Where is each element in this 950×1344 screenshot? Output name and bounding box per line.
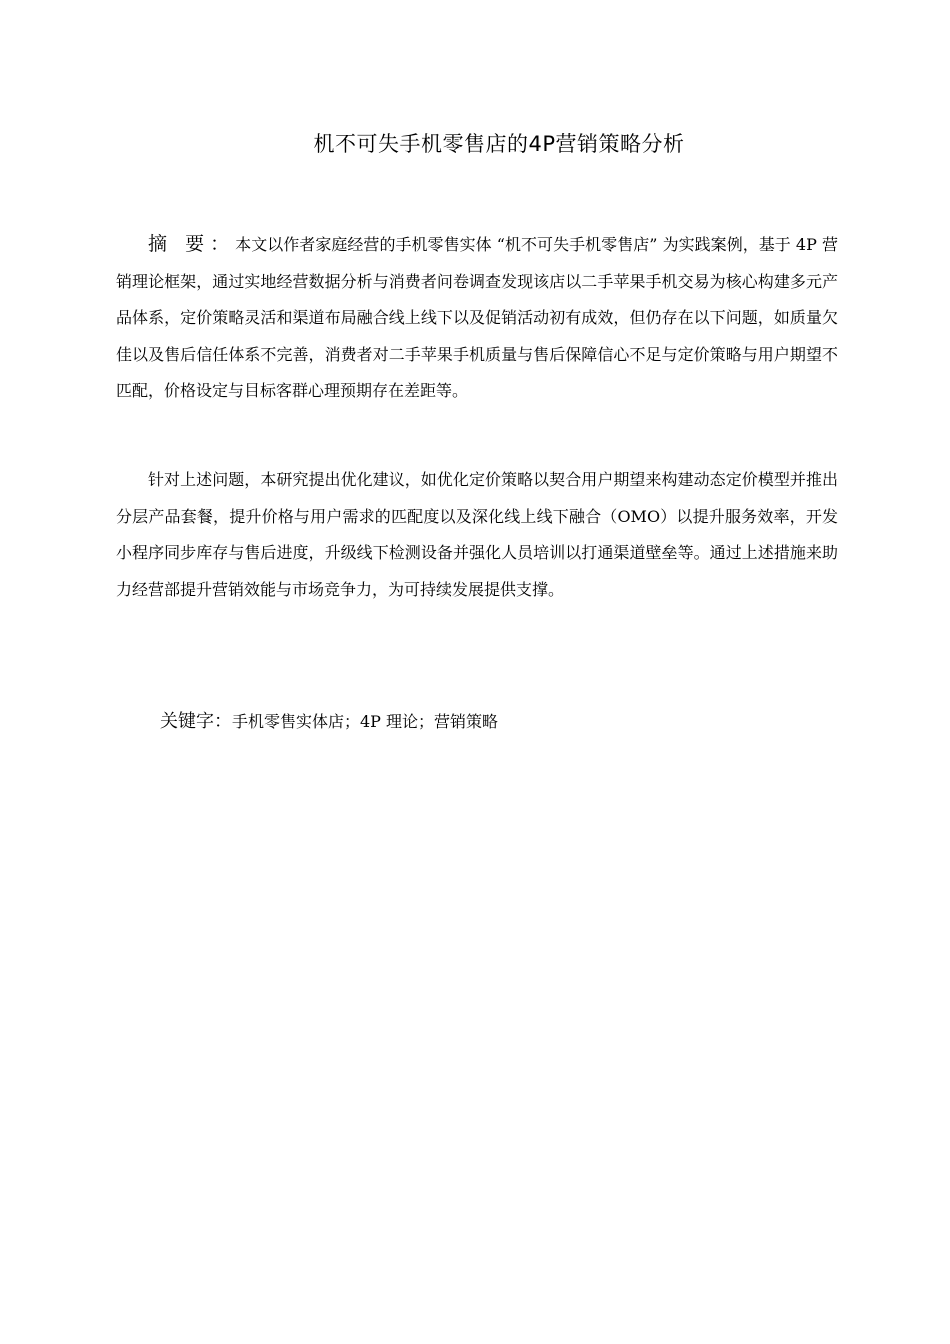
keywords-value: 手机零售实体店；4P 理论；营销策略: [232, 712, 499, 731]
keywords-line: [160, 706, 498, 738]
abstract-text: 本文以作者家庭经营的手机零售实体 “机不可失手机零售店” 为实践案例，基于 4P 营销理论框架，通过实地经营数据分析与消费者问卷调查发现该店以二手苹果手机交易为核心构建多元产品体系，定价策略灵活和渠道布局融合线上线下以及促销活动初有成效，但仍存在以下问题，如质量欠佳以及售后信任体系不完善，消费者对二手苹果手机质量与售后保障信心不足与定价策略与用户期望不匹配，价格设定与目标客群心理预期存在差距等。: [116, 235, 838, 400]
abstract-label: 摘 要：: [148, 233, 236, 255]
abstract-paragraph: [116, 226, 838, 410]
document-title: 机不可失手机零售店的4P营销策略分析: [313, 132, 685, 156]
abstract-second-paragraph: 针对上述问题，本研究提出优化建议，如优化定价策略以契合用户期望来构建动态定价模型并推出分层产品套餐，提升价格与用户需求的匹配度以及深化线上线下融合（OMO）以提升服务效率，开发小程序同步库存与售后进度，升级线下检测设备并强化人员培训以打通渠道壁垒等。通过上述措施来助力经营部提升营销效能与市场竞争力，为可持续发展提供支撑。: [116, 470, 838, 599]
keywords-label: 关键字：: [160, 711, 232, 732]
